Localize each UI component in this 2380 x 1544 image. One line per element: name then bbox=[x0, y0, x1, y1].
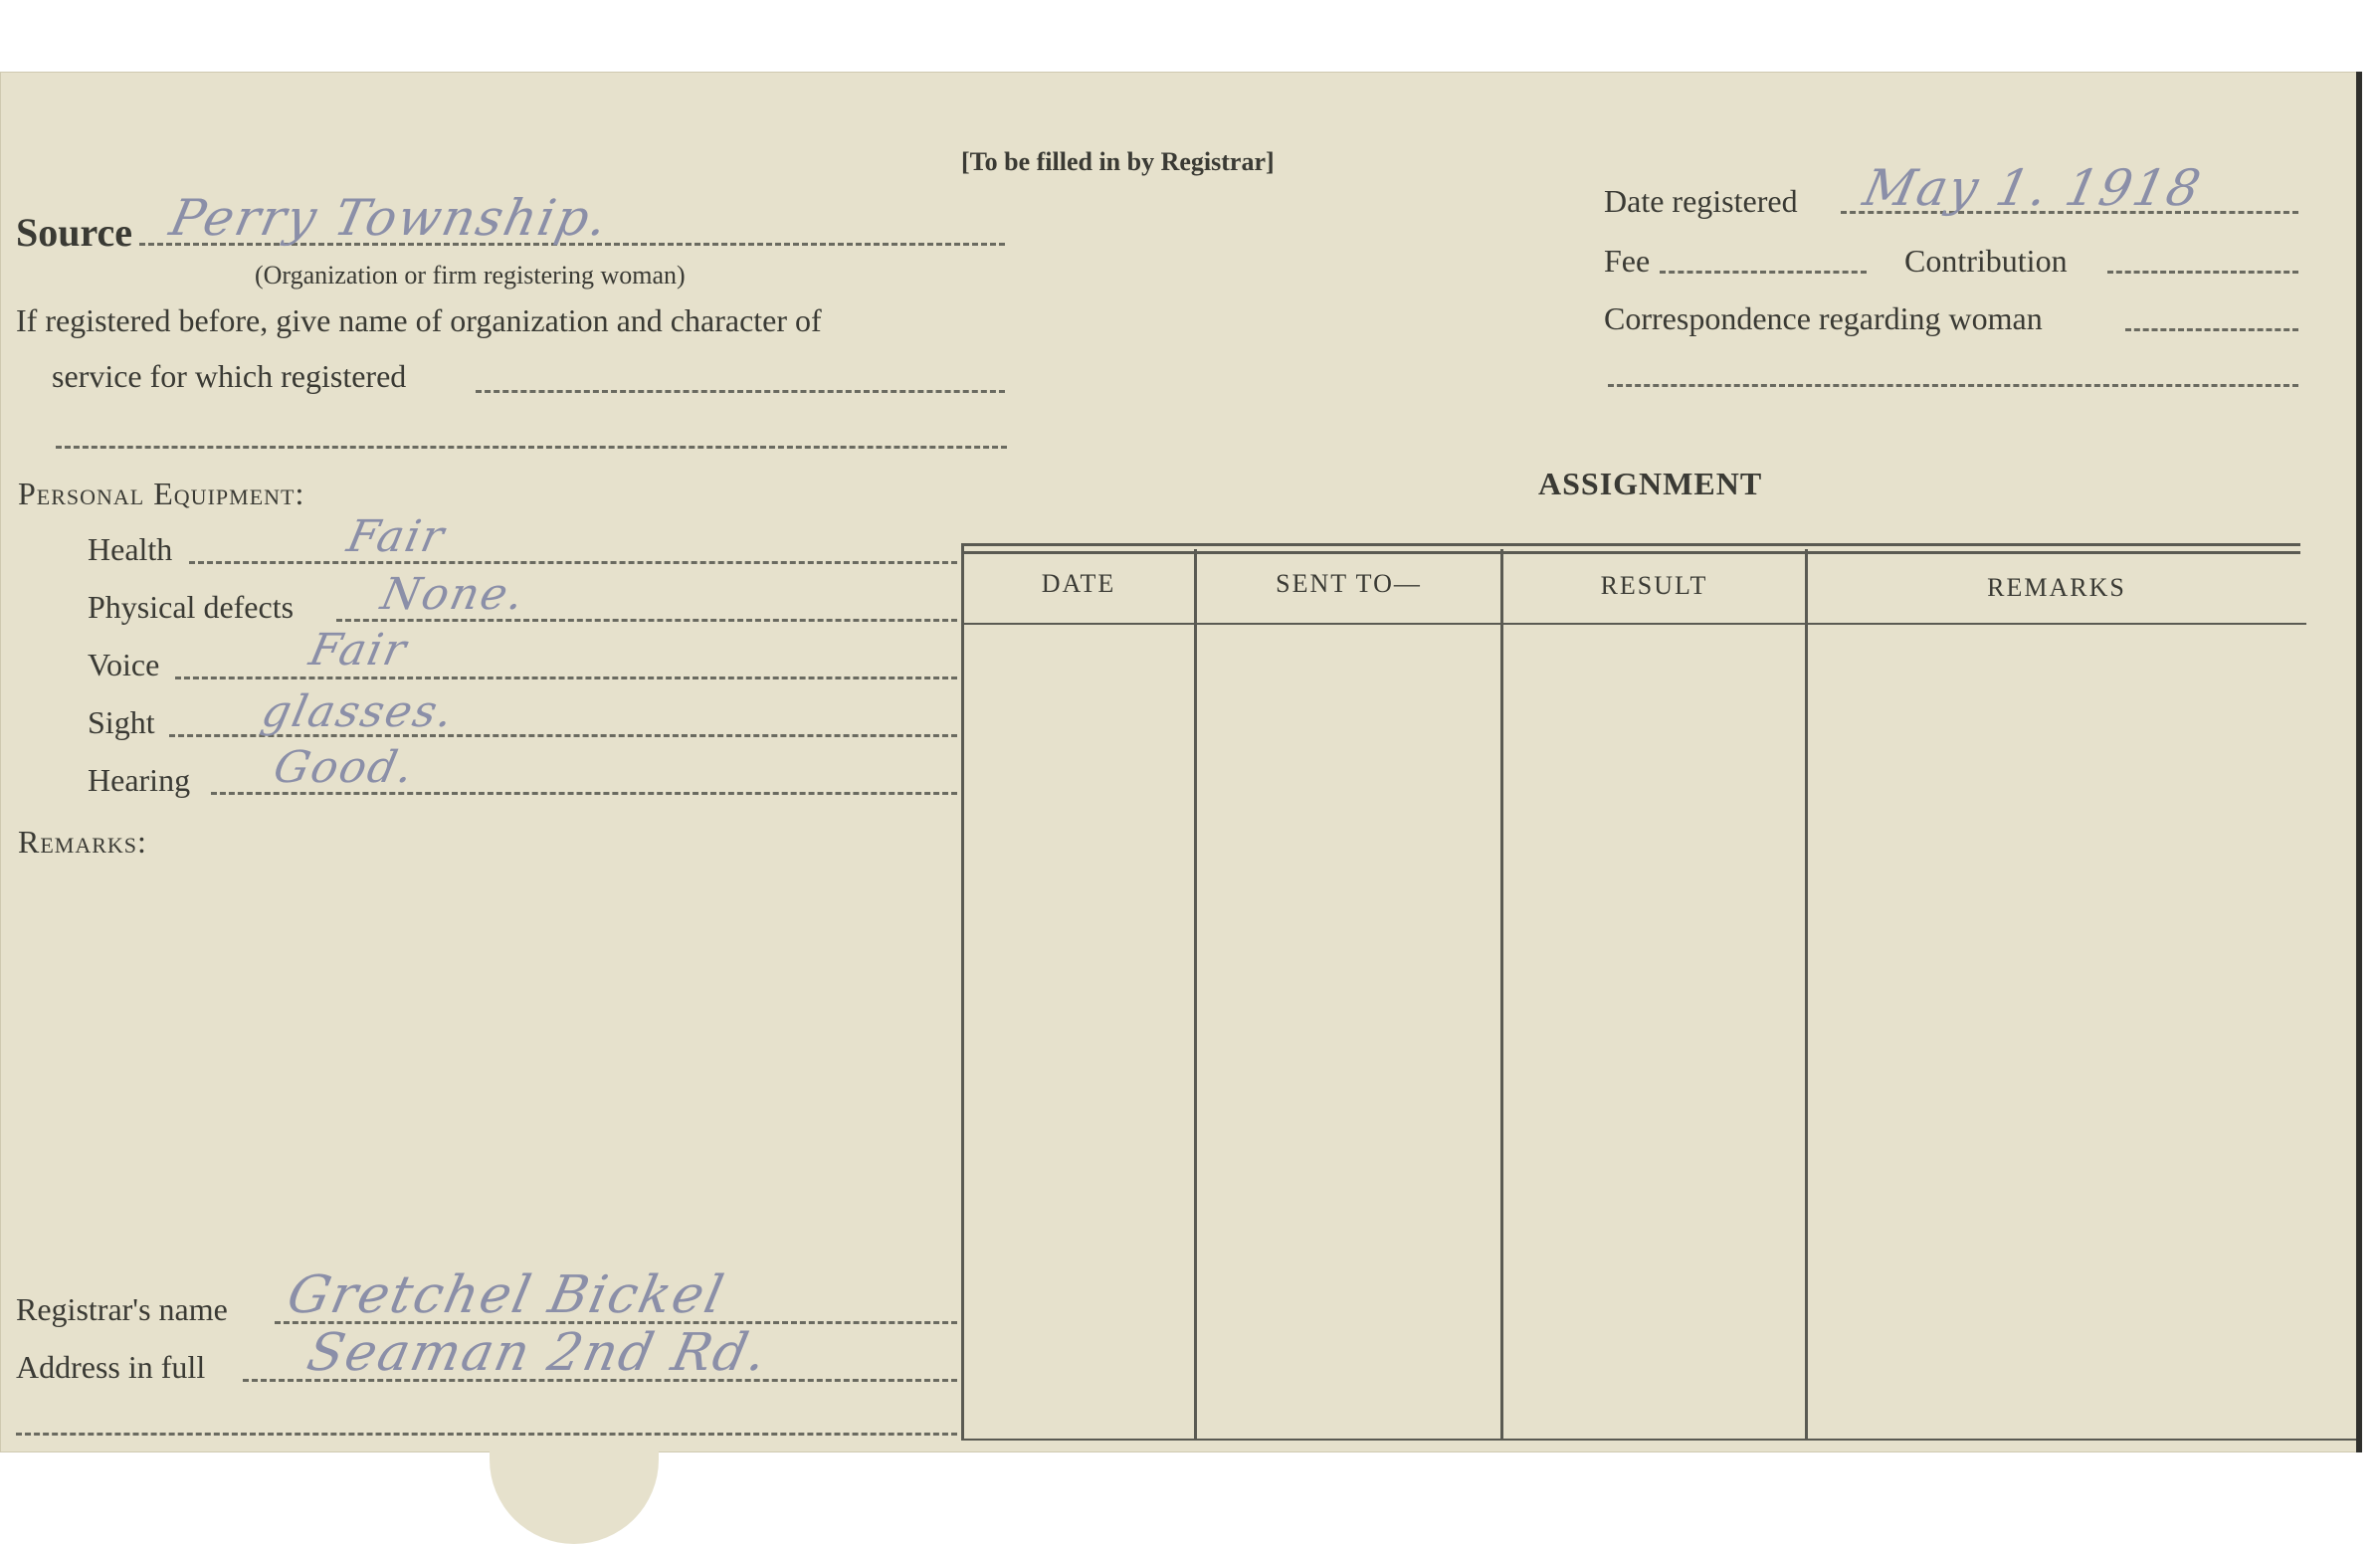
table-divider-2 bbox=[1500, 549, 1503, 1441]
date-registered-label: Date registered bbox=[1604, 183, 1798, 219]
correspondence-line-2 bbox=[1608, 384, 2298, 387]
voice-value: Fair bbox=[304, 625, 413, 676]
health-line bbox=[189, 561, 957, 564]
source-value: Perry Township. bbox=[164, 189, 615, 247]
column-header-remarks: REMARKS bbox=[1987, 573, 2126, 602]
personal-equipment-label: Personal Equipment: bbox=[18, 476, 305, 511]
correspondence-line bbox=[2125, 328, 2298, 331]
address-label: Address in full bbox=[16, 1349, 206, 1385]
column-header-sent-to: SENT TO— bbox=[1276, 569, 1422, 598]
contribution-line bbox=[2107, 271, 2298, 274]
source-label: Source bbox=[16, 210, 133, 255]
registered-before-text: If registered before, give name of organization and character of bbox=[16, 302, 822, 338]
table-top-rule bbox=[963, 543, 2300, 546]
column-header-date: DATE bbox=[1041, 569, 1116, 598]
assignment-title: ASSIGNMENT bbox=[1538, 466, 1763, 501]
correspondence-label: Correspondence regarding woman bbox=[1604, 300, 2043, 336]
card-edge bbox=[2356, 72, 2362, 1452]
sight-label: Sight bbox=[88, 704, 155, 740]
registrar-note: [To be filled in by Registrar] bbox=[961, 147, 1275, 176]
sight-value: glasses. bbox=[257, 686, 460, 737]
hearing-value: Good. bbox=[269, 742, 420, 793]
table-top-rule-2 bbox=[963, 551, 2300, 554]
service-registered-label: service for which registered bbox=[52, 358, 407, 394]
table-border-left bbox=[961, 543, 964, 1441]
table-divider-1 bbox=[1194, 549, 1197, 1441]
address-line-2 bbox=[16, 1433, 957, 1436]
health-label: Health bbox=[88, 531, 173, 567]
service-line bbox=[476, 390, 1005, 393]
address-value: Seaman 2nd Rd. bbox=[301, 1323, 774, 1383]
service-line-2 bbox=[56, 446, 1007, 449]
registrar-name-value: Gretchel Bickel bbox=[282, 1265, 730, 1325]
column-header-result: RESULT bbox=[1600, 571, 1708, 600]
hearing-label: Hearing bbox=[88, 762, 191, 798]
voice-line bbox=[175, 676, 957, 679]
fee-label: Fee bbox=[1604, 243, 1651, 279]
registrar-name-label: Registrar's name bbox=[16, 1291, 228, 1327]
remarks-label: Remarks: bbox=[18, 824, 147, 860]
contribution-label: Contribution bbox=[1904, 243, 2068, 279]
table-header-rule bbox=[963, 623, 2306, 625]
fee-line bbox=[1660, 271, 1867, 274]
table-divider-3 bbox=[1805, 549, 1808, 1441]
voice-label: Voice bbox=[88, 647, 160, 682]
defects-value: None. bbox=[376, 569, 530, 620]
source-caption: (Organization or firm registering woman) bbox=[255, 261, 686, 290]
defects-label: Physical defects bbox=[88, 589, 295, 625]
table-bottom-rule bbox=[963, 1439, 2356, 1441]
date-registered-value: May 1. 1918 bbox=[1858, 159, 2208, 217]
card-tab bbox=[490, 1433, 659, 1544]
health-value: Fair bbox=[342, 511, 451, 562]
